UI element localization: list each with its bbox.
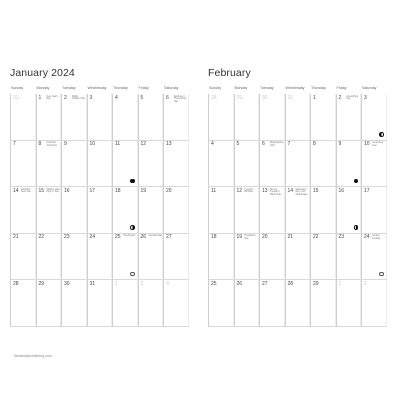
day-number: 28 (211, 94, 217, 101)
day-cell[interactable] (138, 234, 164, 281)
new-moon-icon (130, 179, 135, 184)
page-title: January 2024 (10, 67, 75, 79)
weekday-label: Thursday (311, 86, 326, 90)
day-cell[interactable] (112, 94, 138, 141)
day-number: 16 (338, 187, 345, 194)
day-cell[interactable] (208, 280, 234, 327)
day-number: 10 (89, 141, 96, 147)
day-number: 28 (13, 280, 19, 287)
weekday-label: Friday (336, 86, 347, 90)
holiday-note: Shrove Tuesday / Mardi Gras (270, 188, 282, 196)
day-number: 23 (338, 234, 345, 240)
day-number: 9 (64, 141, 67, 147)
day-cell[interactable] (36, 280, 62, 327)
holiday-note: Lantern Festival (372, 235, 380, 240)
day-cell[interactable] (336, 187, 362, 234)
day-cell[interactable] (112, 141, 138, 188)
day-number: 14 (13, 187, 19, 194)
weekday-label: Monday (234, 86, 248, 90)
day-number: 17 (89, 187, 96, 194)
day-number: 8 (38, 141, 42, 147)
weekday-label: Wednesday (87, 86, 107, 90)
day-cell[interactable] (336, 141, 362, 188)
day-number: 8 (313, 141, 316, 147)
first-moon-icon (130, 225, 135, 230)
day-number: 13 (262, 187, 268, 194)
holiday-note: New Year's Day (46, 95, 58, 101)
day-number: 2 (64, 94, 67, 101)
weekday-label: Friday (138, 86, 149, 90)
weekday-label: Sunday (209, 86, 222, 90)
day-cell[interactable] (336, 94, 362, 141)
day-number: 13 (166, 141, 172, 147)
day-number: 12 (236, 187, 243, 194)
day-cell[interactable] (10, 280, 36, 327)
day-number: 29 (313, 280, 319, 287)
day-cell[interactable] (163, 141, 189, 188)
holiday-note: Presidents' Day (244, 235, 256, 240)
day-number: 19 (140, 187, 147, 194)
weekday-label: Thursday (113, 86, 128, 90)
day-number: 16 (64, 187, 70, 194)
day-number: 12 (140, 141, 147, 147)
day-cell[interactable] (138, 280, 164, 327)
day-number: 27 (262, 280, 268, 287)
weekday-label: Sunday (11, 86, 24, 90)
day-number: 7 (287, 141, 291, 147)
day-number: 28 (287, 280, 294, 287)
day-number: 2 (140, 280, 144, 287)
day-cell[interactable] (259, 280, 285, 327)
day-cell[interactable] (36, 141, 62, 188)
page-title: February (208, 67, 251, 79)
holiday-note: Groundhog Day (346, 95, 358, 101)
day-number: 17 (364, 187, 370, 194)
day-cell[interactable] (234, 141, 260, 188)
day-cell[interactable] (208, 187, 234, 234)
day-cell[interactable] (310, 94, 336, 141)
day-cell[interactable] (310, 234, 336, 281)
new-moon-icon (354, 179, 359, 184)
day-cell[interactable] (361, 234, 387, 281)
holiday-note: Lunar New Year (372, 142, 384, 147)
day-cell[interactable] (285, 141, 311, 188)
holiday-note: Orthodox Christmas (46, 142, 57, 147)
day-cell[interactable] (10, 141, 36, 188)
day-number: 15 (313, 187, 319, 194)
footer-url: flameleafpublishing.com (14, 354, 52, 358)
day-cell[interactable] (285, 234, 311, 281)
day-number: 1 (115, 280, 118, 287)
day-cell[interactable] (259, 234, 285, 281)
day-number: 25 (115, 234, 121, 240)
day-number: 20 (262, 234, 268, 240)
weekday-label: Wednesday (285, 86, 305, 90)
day-number: 31 (13, 94, 19, 101)
weekday-label: Saturday (164, 86, 179, 90)
holiday-note: Australia Day (148, 235, 163, 237)
day-cell[interactable] (61, 141, 87, 188)
holiday-note: Martin Luther King Jr. Day (46, 188, 61, 194)
day-number: 19 (236, 234, 243, 240)
day-cell[interactable] (310, 280, 336, 327)
day-number: 31 (287, 94, 294, 101)
day-cell[interactable] (36, 234, 62, 281)
day-number: 29 (38, 280, 45, 287)
full-moon-icon (130, 272, 135, 277)
day-cell[interactable] (61, 234, 87, 281)
day-cell[interactable] (61, 280, 87, 327)
holiday-note: Orthodox New Year (21, 188, 31, 194)
holiday-note: Waitangi Day (NZ) (270, 142, 284, 147)
day-number: 30 (262, 94, 268, 101)
day-number: 30 (64, 280, 70, 287)
day-number: 22 (38, 234, 45, 240)
day-cell[interactable] (285, 187, 311, 234)
day-number: 9 (338, 141, 342, 147)
day-cell[interactable] (112, 187, 138, 234)
weekday-label: Tuesday (260, 86, 274, 90)
day-number: 20 (166, 187, 172, 194)
day-cell[interactable] (138, 141, 164, 188)
third-moon-icon (379, 132, 384, 137)
day-number: 3 (364, 94, 367, 101)
day-number: 26 (140, 234, 147, 240)
day-number: 18 (211, 234, 217, 240)
day-number: 5 (236, 141, 240, 147)
day-number: 15 (38, 187, 45, 194)
day-number: 2 (338, 94, 342, 101)
day-number: 2 (364, 280, 367, 287)
day-cell[interactable] (163, 280, 189, 327)
day-cell[interactable] (87, 94, 113, 141)
day-number: 23 (64, 234, 70, 240)
holiday-note: Public Holiday (NZ) (72, 95, 85, 101)
day-number: 1 (38, 94, 42, 101)
day-cell[interactable] (163, 234, 189, 281)
day-cell[interactable] (208, 234, 234, 281)
day-cell[interactable] (310, 187, 336, 234)
day-cell[interactable] (259, 187, 285, 234)
first-moon-icon (354, 225, 359, 230)
day-cell[interactable] (336, 234, 362, 281)
day-number: 22 (313, 234, 319, 240)
day-cell[interactable] (361, 187, 387, 234)
day-cell[interactable] (361, 280, 387, 327)
day-number: 7 (13, 141, 16, 147)
day-cell[interactable] (259, 94, 285, 141)
day-number: 24 (364, 234, 370, 240)
day-number: 1 (313, 94, 316, 101)
day-number: 24 (89, 234, 96, 240)
day-number: 4 (115, 94, 118, 101)
calendar-page-february (208, 60, 388, 343)
day-number: 5 (140, 94, 144, 101)
day-number: 4 (211, 141, 214, 147)
day-number: 31 (89, 280, 96, 287)
day-cell[interactable] (61, 187, 87, 234)
calendar-page-january (10, 60, 190, 343)
holiday-note: Thai Pusam (123, 235, 136, 237)
day-cell[interactable] (234, 234, 260, 281)
day-cell[interactable] (10, 187, 36, 234)
day-number: 1 (338, 280, 342, 287)
day-cell[interactable] (112, 234, 138, 281)
day-cell[interactable] (361, 141, 387, 188)
day-cell[interactable] (208, 94, 234, 141)
day-cell[interactable] (285, 94, 311, 141)
weekday-label: Tuesday (62, 86, 76, 90)
day-number: 3 (166, 280, 169, 287)
day-cell[interactable] (336, 280, 362, 327)
day-cell[interactable] (234, 94, 260, 141)
day-cell[interactable] (36, 94, 62, 141)
day-cell[interactable] (361, 94, 387, 141)
day-cell[interactable] (112, 280, 138, 327)
weekday-label: Saturday (362, 86, 377, 90)
day-number: 21 (287, 234, 294, 240)
full-moon-icon (379, 272, 384, 277)
day-cell[interactable] (61, 94, 87, 141)
day-number: 3 (89, 94, 93, 101)
day-cell[interactable] (10, 94, 36, 141)
day-cell[interactable] (10, 234, 36, 281)
day-number: 6 (166, 94, 169, 101)
day-cell[interactable] (138, 187, 164, 234)
day-cell[interactable] (163, 94, 189, 141)
day-cell[interactable] (36, 187, 62, 234)
day-number: 6 (262, 141, 265, 147)
day-cell[interactable] (285, 280, 311, 327)
day-number: 21 (13, 234, 19, 240)
day-number: 25 (211, 280, 217, 287)
day-cell[interactable] (234, 187, 260, 234)
day-cell[interactable] (259, 141, 285, 188)
day-cell[interactable] (163, 187, 189, 234)
day-number: 18 (115, 187, 121, 194)
day-cell[interactable] (87, 141, 113, 188)
day-number: 10 (364, 141, 370, 147)
holiday-note: Lincoln's Birthday (244, 188, 254, 194)
day-number: 26 (236, 280, 243, 287)
holiday-note: Epiphany / Three Kings' Day (174, 95, 187, 103)
holiday-note: Valentine's Day / Ash Wednesday (295, 188, 308, 196)
day-number: 11 (211, 187, 217, 194)
day-cell[interactable] (138, 94, 164, 141)
day-cell[interactable] (87, 280, 113, 327)
day-cell[interactable] (234, 280, 260, 327)
day-cell[interactable] (87, 234, 113, 281)
day-number: 27 (166, 234, 172, 240)
day-number: 11 (115, 141, 121, 147)
weekday-label: Monday (36, 86, 50, 90)
day-number: 14 (287, 187, 294, 194)
day-cell[interactable] (87, 187, 113, 234)
day-number: 29 (236, 94, 243, 101)
day-cell[interactable] (208, 141, 234, 188)
day-cell[interactable] (310, 141, 336, 188)
